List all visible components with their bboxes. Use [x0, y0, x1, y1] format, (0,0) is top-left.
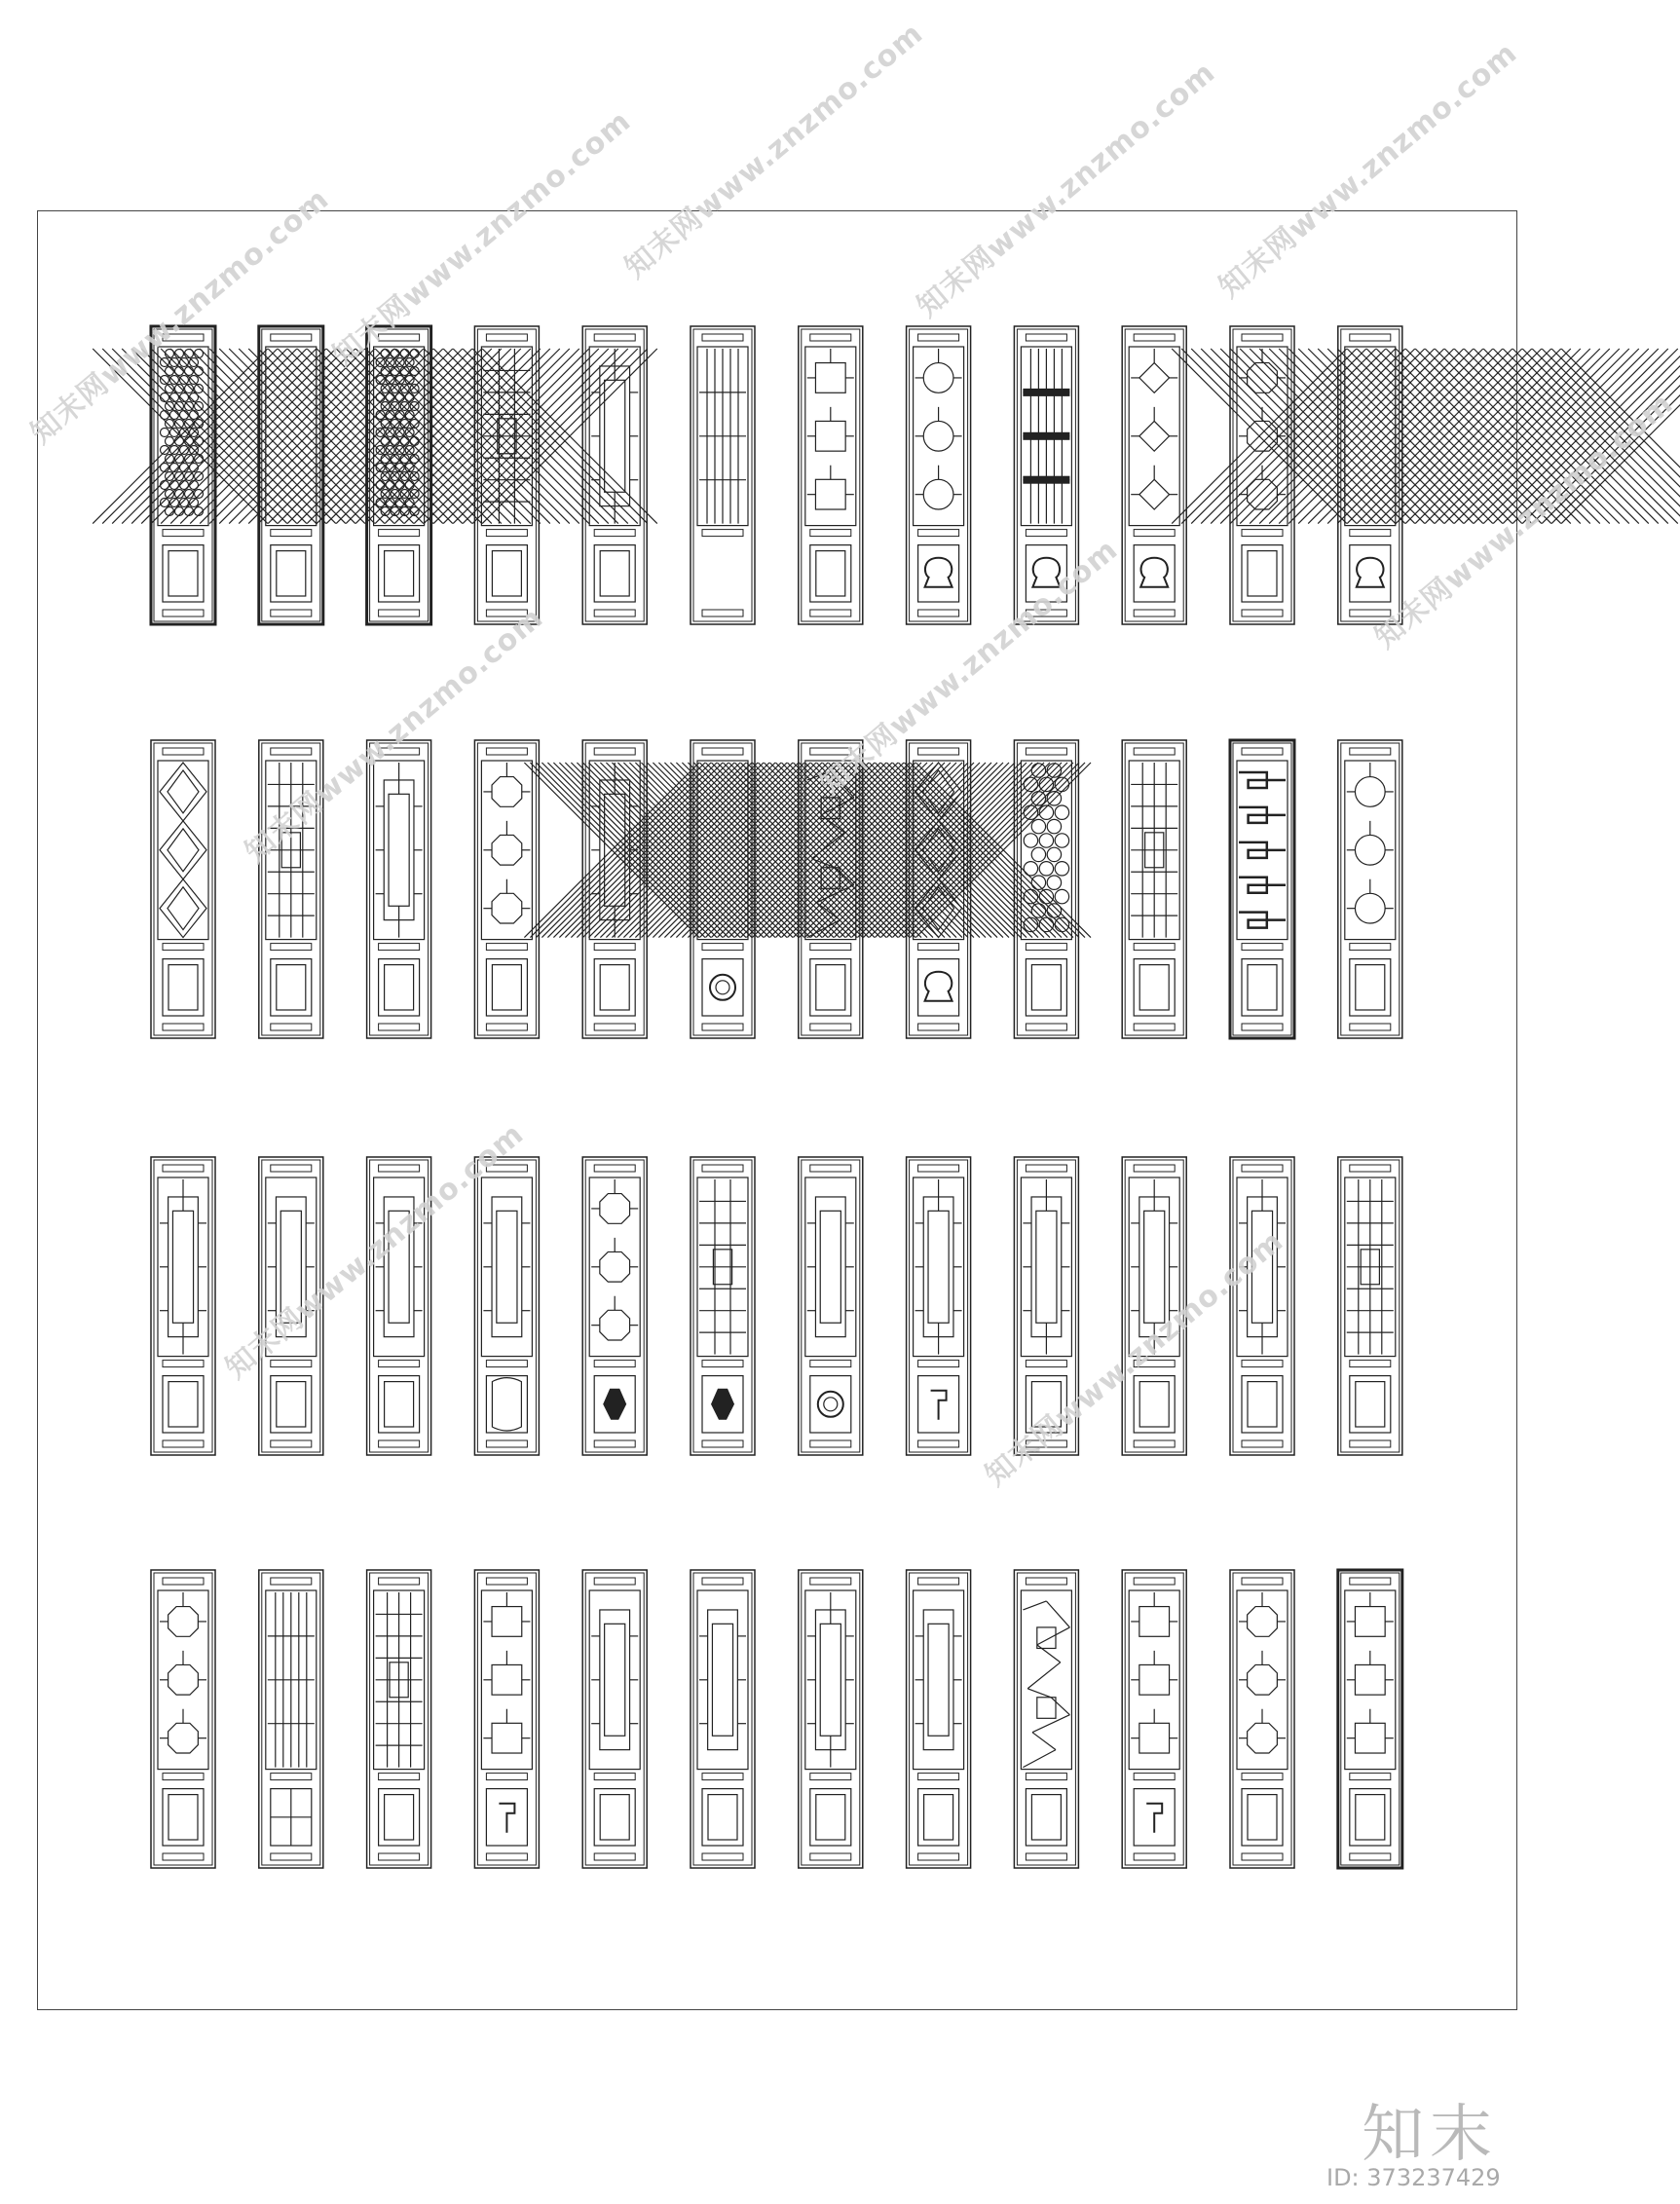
watermark-text: 知末网www.znzmo.com: [219, 1116, 531, 1386]
door-panel: [691, 326, 755, 624]
watermark-text: 知末网www.znzmo.com: [979, 1223, 1290, 1493]
door-panel: [474, 740, 539, 1038]
door-panel: [582, 1157, 647, 1455]
door-panel: [1338, 1157, 1402, 1455]
door-panel: [907, 1157, 971, 1455]
door-panel: [1122, 740, 1186, 1038]
door-panel: [907, 326, 971, 624]
watermark-text: 知末网www.znzmo.com: [239, 600, 550, 870]
door-panel: [1338, 740, 1402, 1038]
door-panel: [474, 1570, 539, 1868]
door-panel: [799, 1157, 863, 1455]
door-panel: [1122, 1570, 1186, 1868]
brand-logo-text: 知末: [1362, 2099, 1498, 2171]
door-panel: [1014, 326, 1078, 624]
door-panel: [799, 1570, 863, 1868]
door-panel: [524, 740, 1091, 1038]
door-panel: [151, 1570, 215, 1868]
door-panel: [1014, 1570, 1078, 1868]
door-panel: [93, 326, 657, 624]
door-panel: [259, 740, 323, 1038]
watermark-text: 知末网www.znzmo.com: [813, 532, 1125, 802]
door-panel: [582, 326, 647, 624]
watermark-text: 知末网www.znzmo.com: [1368, 386, 1680, 655]
door-panel: [1230, 1570, 1294, 1868]
door-panel: [1014, 740, 1078, 1038]
door-panel: [582, 1570, 647, 1868]
door-panel: [1122, 1157, 1186, 1455]
door-panel: [474, 326, 539, 624]
watermark-text: 知末网www.znzmo.com: [24, 181, 336, 451]
watermark-text: 知末网www.znzmo.com: [618, 16, 930, 285]
door-panel: [151, 1157, 215, 1455]
door-panel: [367, 1157, 431, 1455]
door-panel: [259, 1570, 323, 1868]
watermark-text: 知末网www.znzmo.com: [1213, 35, 1524, 305]
door-panel: [691, 1570, 755, 1868]
watermark-text: 知末网www.znzmo.com: [911, 55, 1222, 324]
watermark-text: 知末网www.znzmo.com: [326, 103, 638, 373]
door-panel: [907, 1570, 971, 1868]
door-panel: [367, 1570, 431, 1868]
door-panel: [799, 326, 863, 624]
door-panel: [151, 740, 215, 1038]
door-panel: [1338, 1570, 1402, 1868]
door-panel: [1122, 326, 1186, 624]
door-panel: [1230, 740, 1294, 1038]
door-panel: [367, 740, 431, 1038]
door-panel: [474, 1157, 539, 1455]
door-panel: [259, 1157, 323, 1455]
door-panel: [1230, 1157, 1294, 1455]
door-panel: [691, 1157, 755, 1455]
image-id-label: ID: 373237429: [1326, 2164, 1501, 2191]
door-panel: [1014, 1157, 1078, 1455]
